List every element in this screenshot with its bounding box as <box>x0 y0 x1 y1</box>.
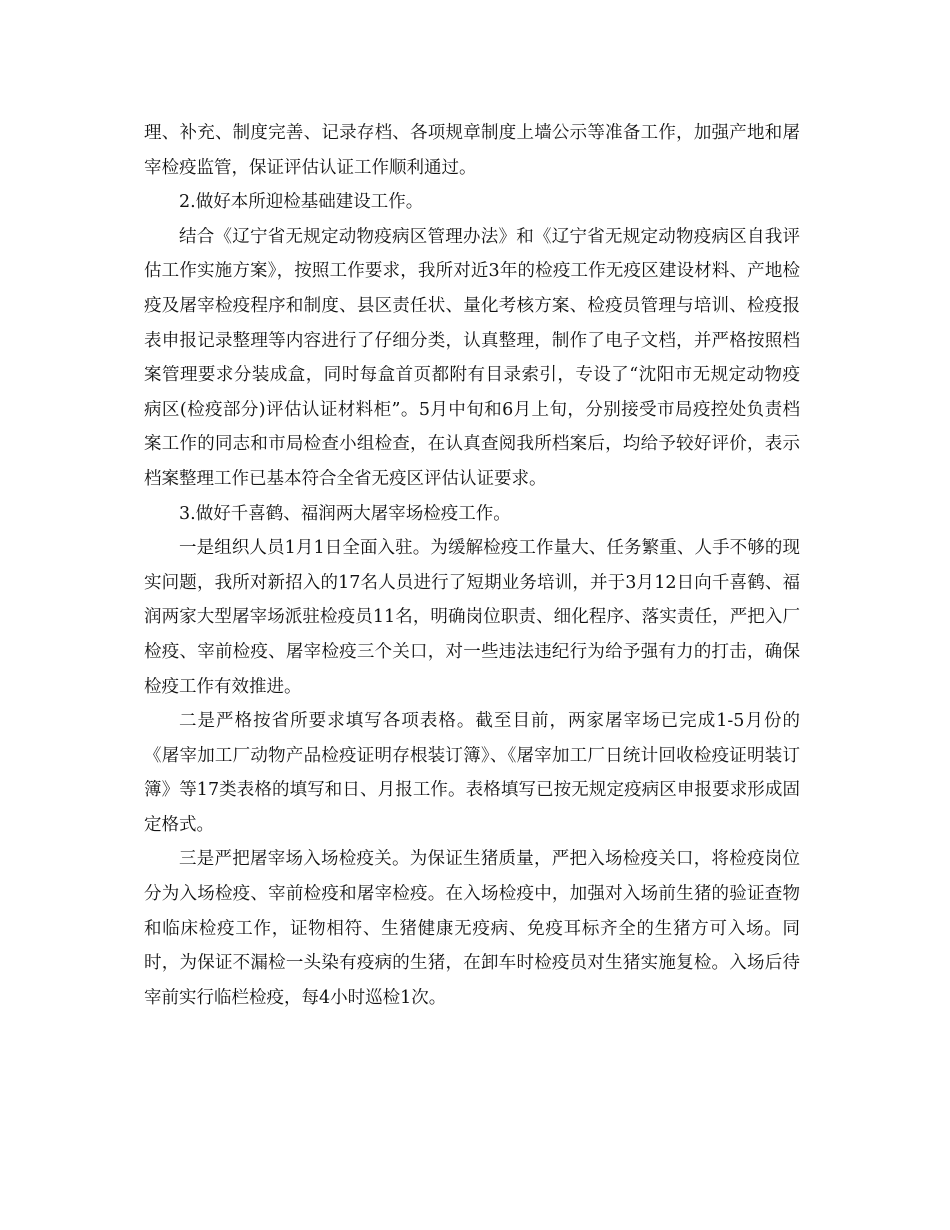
paragraph-forms: 二是严格按省所要求填写各项表格。截至目前，两家屠宰场已完成1-5月份的《屠宰加工厂动物产品检疫证明存根装订簿》、《屠宰加工厂日统计回收检疫证明装订簿》等17类表格的填写和日、月报工作。表格填写已按无规定疫病区申报要求形成固定格式。 <box>144 711 800 835</box>
paragraph-continuation: 理、补充、制度完善、记录存档、各项规章制度上墙公示等准备工作，加强产地和屠宰检疫监管，保证评估认证工作顺利通过。 <box>144 123 800 178</box>
paragraph-entry-inspection: 三是严把屠宰场入场检疫关。为保证生猪质量，严把入场检疫关口，将检疫岗位分为入场检疫、宰前检疫和屠宰检疫。在入场检疫中，加强对入场前生猪的验证查物和临床检疫工作，证物相符、生猪健康无疫病、免疫耳标齐全的生猪方可入场。同时，为保证不漏检一头染有疫病的生猪，在卸车时检疫员对生猪实施复检。入场后待宰前实行临栏检疫，每4小时巡检1次。 <box>144 849 800 1008</box>
section-heading-3: 3.做好千喜鹤、福润两大屠宰场检疫工作。 <box>179 503 511 524</box>
paragraph-archive-work: 结合《辽宁省无规定动物疫病区管理办法》和《辽宁省无规定动物疫病区自我评估工作实施方案》，按照工作要求，我所对近3年的检疫工作无疫区建设材料、产地检疫及屠宰检疫程序和制度、县区责任状、量化考核方案、检疫员管理与培训、检疫报表申报记录整理等内容进行了仔细分类，认真整理，制作了电子文档，并严格按照档案管理要求分装成盒，同时每盒首页都附有目录索引，专设了“沈阳市无规定动物疫病区(检疫部分)评估认证材料柜”。5月中旬和6月上旬，分别接受市局疫控处负责档案工作的同志和市局检查小组检查，在认真查阅我所档案后，均给予较好评价，表示档案整理工作已基本符合全省无疫区评估认证要求。 <box>144 226 800 489</box>
paragraph-staffing: 一是组织人员1月1日全面入驻。为缓解检疫工作量大、任务繁重、人手不够的现实问题，我所对新招入的17名人员进行了短期业务培训，并于3月12日向千喜鹤、福润两家大型屠宰场派驻检疫员11名，明确岗位职责、细化程序、落实责任，严把入厂检疫、宰前检疫、屠宰检疫三个关口，对一些违法违纪行为给予强有力的打击，确保检疫工作有效推进。 <box>144 538 800 697</box>
section-heading-2: 2.做好本所迎检基础建设工作。 <box>179 192 424 213</box>
document-page <box>144 116 800 1015</box>
